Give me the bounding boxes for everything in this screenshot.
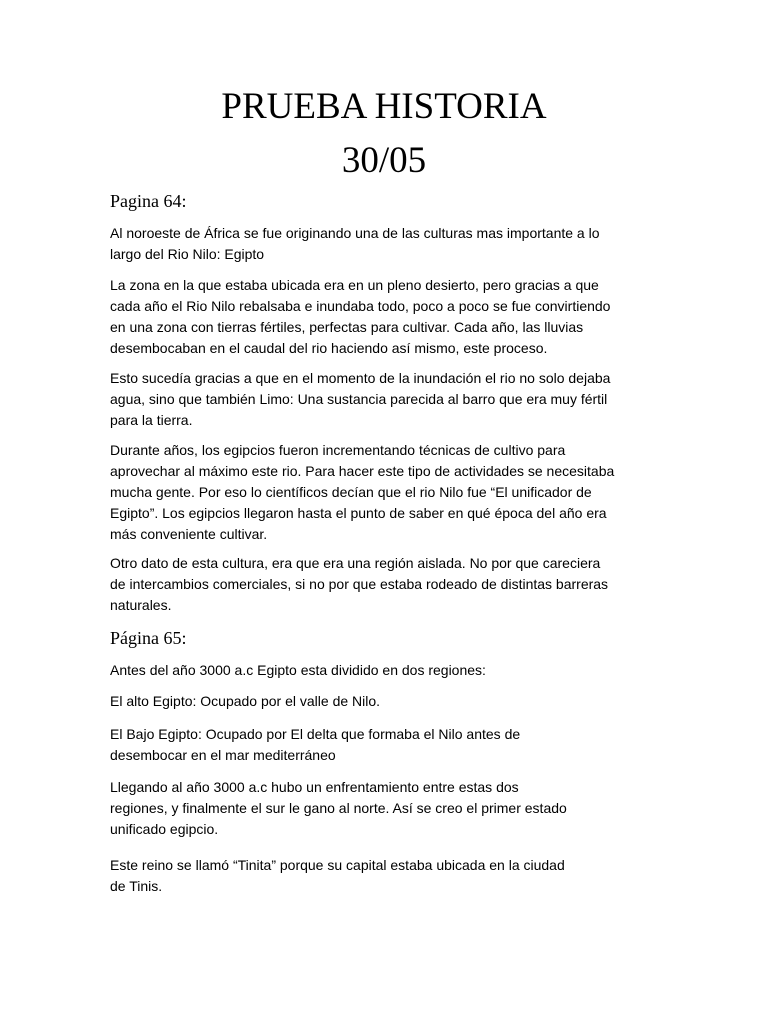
document-title: PRUEBA HISTORIA [221, 86, 547, 127]
section-heading-page-64: Pagina 64: [110, 191, 187, 211]
paragraph: Al noroeste de África se fue originando una de las culturas mas importante a lo largo del Rio Nilo: Egipto [110, 225, 600, 262]
paragraph: Antes del año 3000 a.c Egipto esta dividido en dos regiones: [110, 662, 486, 678]
paragraph: El alto Egipto: Ocupado por el valle de Nilo. [110, 693, 381, 709]
paragraph: La zona en la que estaba ubicada era en un pleno desierto, pero gracias a que cada año el Rio Nilo rebalsaba e inundaba todo, poco a poco se fue convirtiendo en una zona con tierras fértiles, perfectas para cultivar. Cada año, las lluvias desembocaban en el caudal del rio haciendo así mismo, este proceso. [110, 277, 611, 356]
paragraph: Llegando al año 3000 a.c hubo un enfrentamiento entre estas dos regiones, y finalmente el sur le gano al norte. Así se creo el primer estado unificado egipcio. [110, 779, 567, 837]
paragraph: Esto sucedía gracias a que en el momento de la inundación el rio no solo dejaba agua, sino que también Limo: Una sustancia parecida al barro que era muy fértil para la tierra. [110, 370, 611, 428]
paragraph: Durante años, los egipcios fueron incrementando técnicas de cultivo para aprovechar al máximo este rio. Para hacer este tipo de actividades se necesitaba mucha gente. Por eso lo científicos decían que el rio Nilo fue “El unificador de Egipto”. Los egipcios llegaron hasta el punto de saber en qué época del año era más conveniente cultivar. [110, 442, 615, 542]
paragraph: Otro dato de esta cultura, era que era una región aislada. No por que careciera de intercambios comerciales, si no por que estaba rodeado de distintas barreras naturales. [110, 555, 609, 613]
document-date: 30/05 [341, 140, 427, 181]
paragraph: El Bajo Egipto: Ocupado por El delta que formaba el Nilo antes de desembocar en el mar mediterráneo [110, 726, 521, 763]
paragraph: Este reino se llamó “Tinita” porque su capital estaba ubicada en la ciudad de Tinis. [110, 857, 565, 894]
section-heading-page-65: Página 65: [110, 628, 187, 648]
